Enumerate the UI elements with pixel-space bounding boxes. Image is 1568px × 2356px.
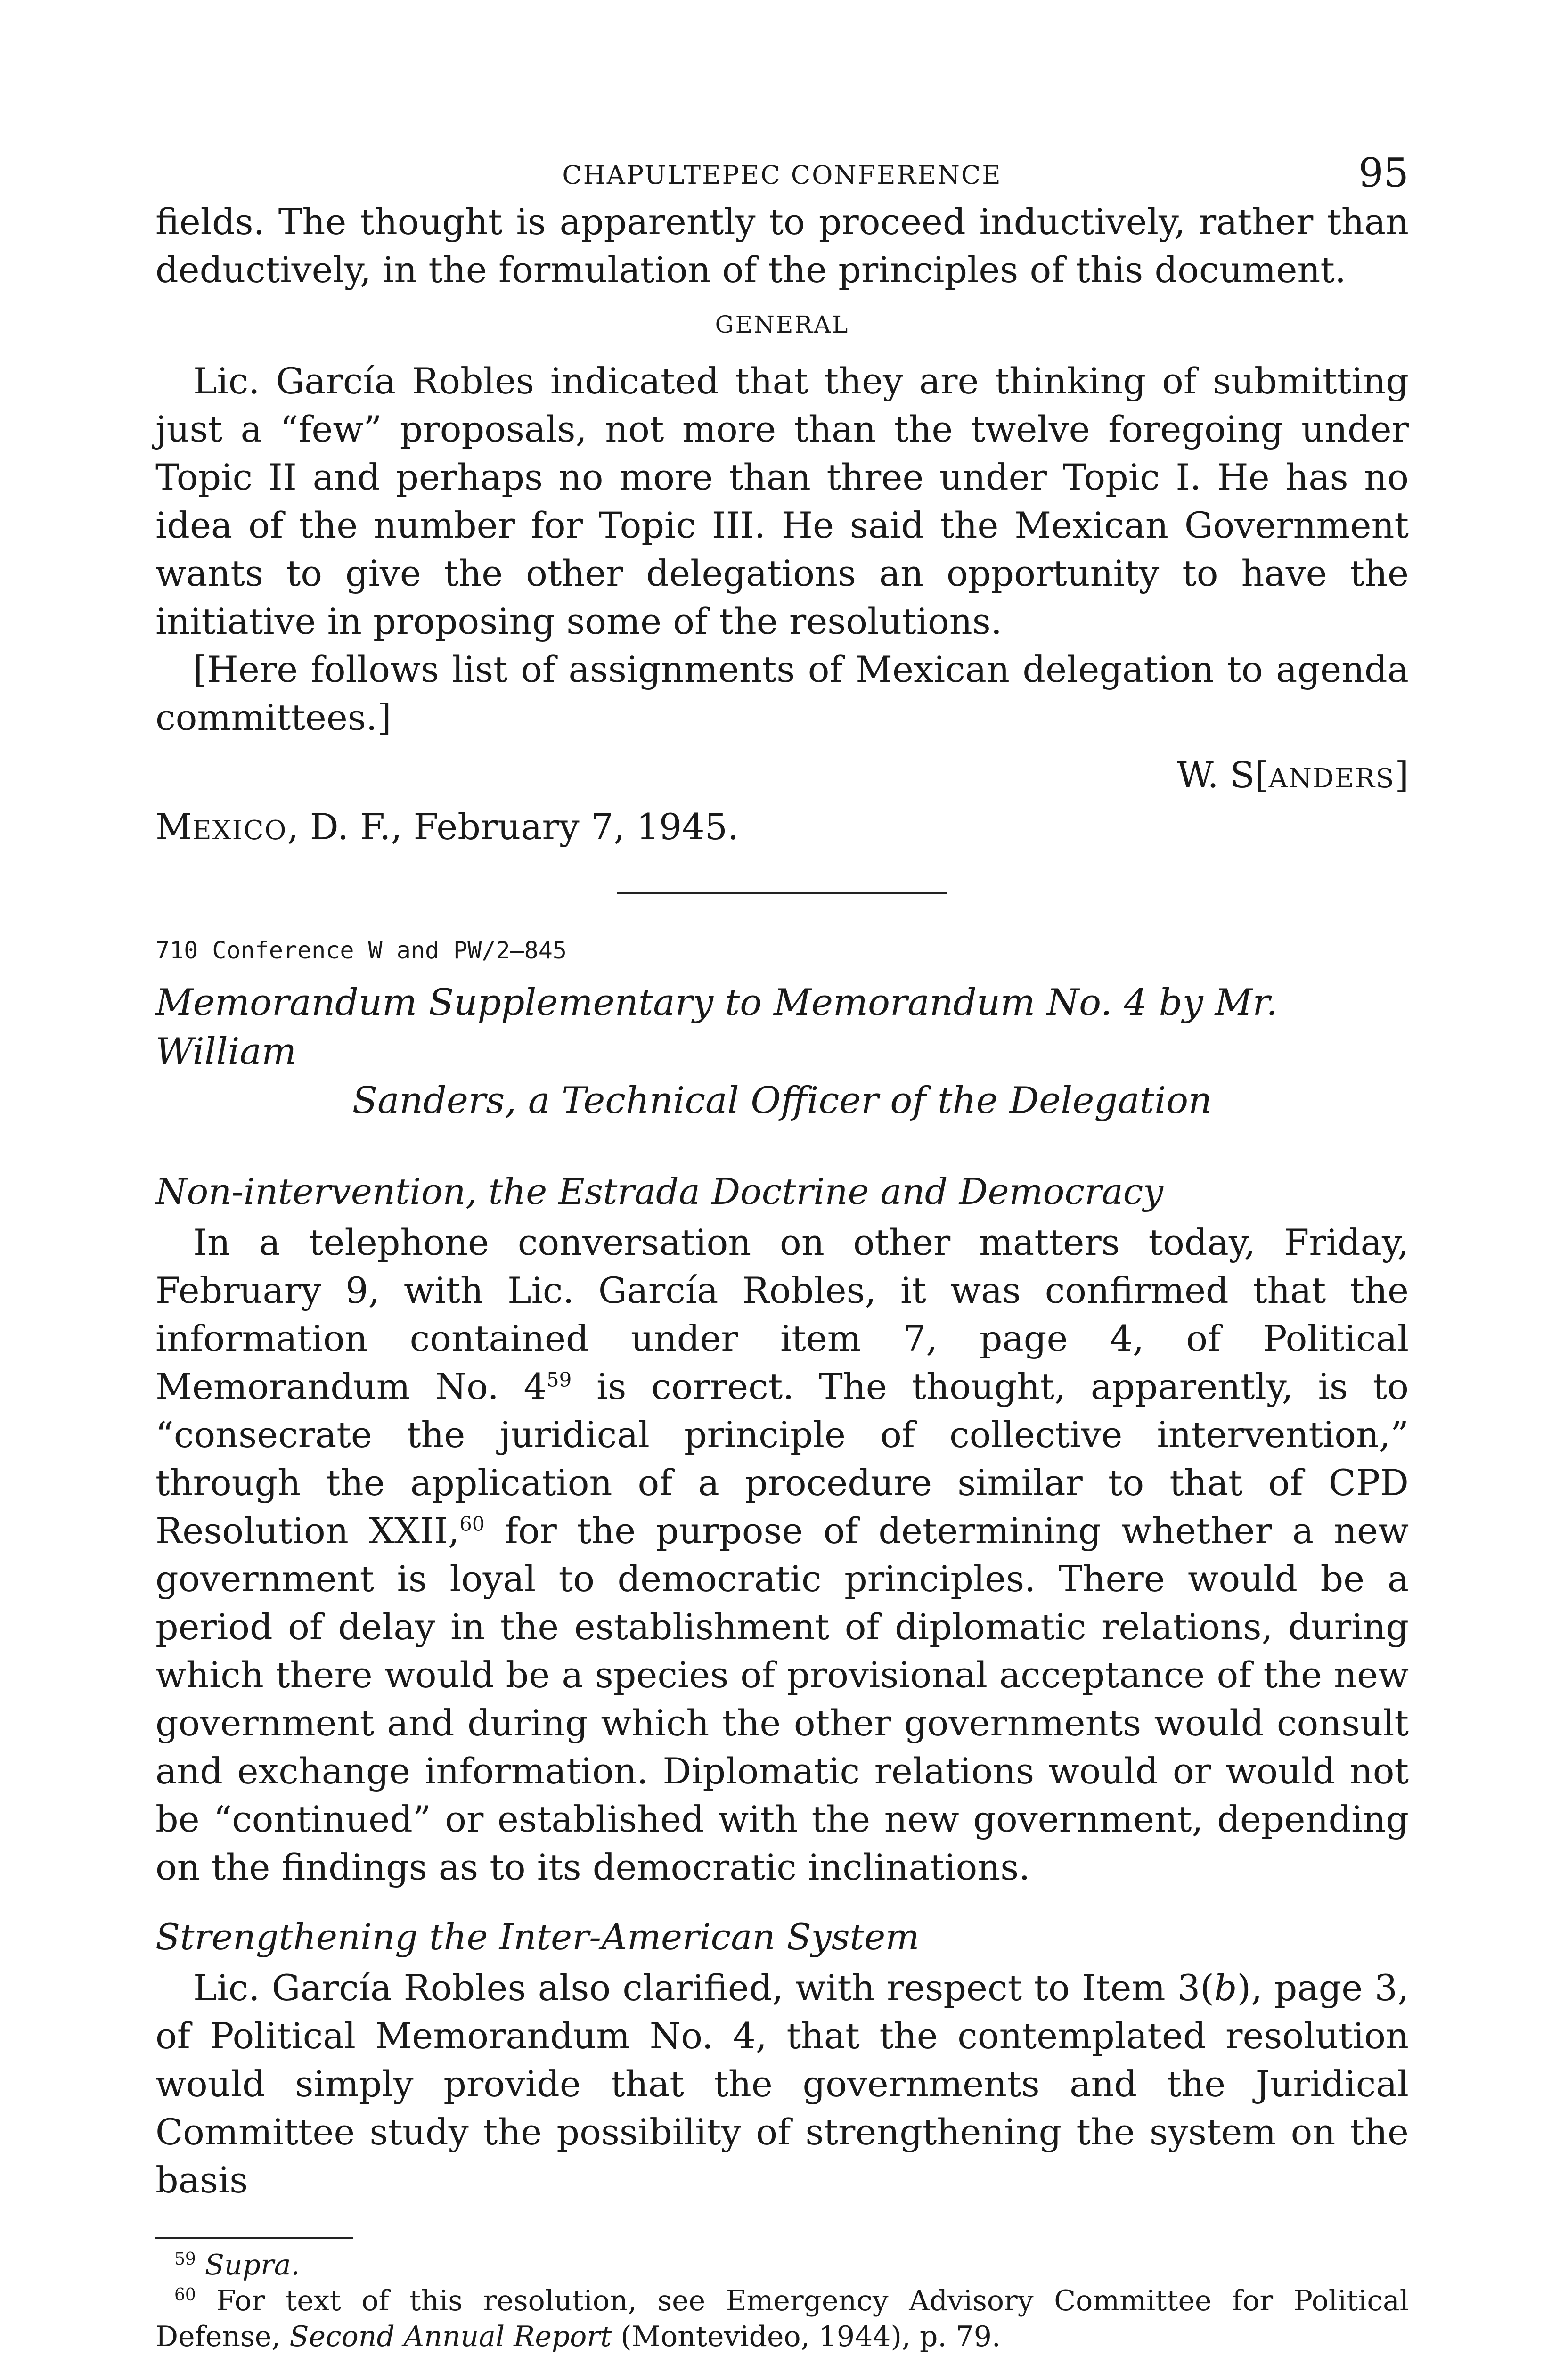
continuation-paragraph: fields. The thought is apparently to proceed inductively, rather than deductively, in the formulation of the principles of this document. <box>155 201 1409 291</box>
memo-title-line-1: Memorandum Supplementary to Memorandum No. 4 by Mr. William <box>155 982 1278 1073</box>
nonintervention-paragraph <box>155 1219 1409 1891</box>
section-divider <box>617 892 947 894</box>
signature-close: ] <box>1395 754 1409 796</box>
strengthening-text-b: b <box>1214 1967 1237 2009</box>
memo-title <box>155 978 1409 1125</box>
footnote-60-text-b: (Montevideo, 1944), p. 79. <box>612 2320 1001 2353</box>
general-paragraph-1: Lic. García Robles indicated that they are thinking of submitting just a “few” proposals, not more than the twelve foregoing under Topic II and perhaps no more than three under Topic I. He has no idea of the number for Topic III. He said the Mexican Government wants to give the other delegations an opportunity to have the initiative in proposing some of the resolutions. <box>155 360 1409 642</box>
footnote-60-mark: 60 <box>174 2285 196 2305</box>
signature-initial: W. S[ <box>1176 754 1269 796</box>
running-title: CHAPULTEPEC CONFERENCE <box>562 160 1002 190</box>
footnote-59-mark: 59 <box>174 2250 196 2269</box>
footnote-60-text-a: For text of this resolution, see Emergency Advisory Committee for Political Defense, <box>155 2284 1409 2353</box>
signature <box>155 751 1409 803</box>
footnote-59 <box>155 2247 1409 2283</box>
signature-name: ANDERS <box>1268 763 1395 794</box>
footnote-rule <box>155 2237 353 2239</box>
memo-title-line-2: Sanders, a Technical Officer of the Delegation <box>352 1080 1212 1122</box>
general-paragraph-2: [Here follows list of assignments of Mexican delegation to agenda committees.] <box>155 648 1409 738</box>
section-heading-general: GENERAL <box>715 311 849 338</box>
strengthening-text-a: Lic. García Robles also clarified, with respect to Item 3( <box>193 1967 1214 2009</box>
footnote-ref-60[interactable]: 60 <box>459 1512 485 1536</box>
footnotes <box>155 2237 1409 2355</box>
strengthening-paragraph <box>155 1964 1409 2204</box>
document-page <box>155 141 1409 2355</box>
place-smallcaps: EXICO <box>192 815 287 846</box>
page-number: 95 <box>1358 150 1409 196</box>
nonintervention-text-c: for the purpose of determining whether a new government is loyal to democratic principles. There would be a period of delay in the establishment of diplomatic relations, during which there would be a species of provisional acceptance of the new government and during which the other governments would consult and exchange information. Diplomatic relations would or would not be “continued” or established with the new government, depending on the findings as to its democratic inclinations. <box>155 1510 1409 1888</box>
running-header <box>155 141 1409 198</box>
subheading-nonintervention: Non-intervention, the Estrada Doctrine and Democracy <box>155 1170 1164 1212</box>
nonintervention-text-a: In a telephone conversation on other matters today, Friday, February 9, with Lic. García Robles, it was confirmed that the information contained under item 7, page 4, of Political Memorandum No. 4 <box>155 1221 1409 1407</box>
place-date-line <box>155 803 1409 855</box>
footnote-59-text: Supra. <box>204 2249 300 2282</box>
footnote-60-italic: Second Annual Report <box>289 2320 612 2353</box>
strengthening-text-c: ), page 3, of Political Memorandum No. 4, that the contemplated resolution would simply provide that the governments and the Juridical Committee study the possibility of strengthening the system on the basis <box>155 1967 1409 2201</box>
place-cap: M <box>155 806 192 848</box>
footnote-60 <box>155 2283 1409 2355</box>
footnote-ref-59[interactable]: 59 <box>546 1368 572 1391</box>
subheading-strengthening: Strengthening the Inter-American System <box>155 1916 920 1958</box>
place-date: , D. F., February 7, 1945. <box>287 806 739 848</box>
nonintervention-text-b: is correct. The thought, apparently, is to “consecrate the juridical principle of collective intervention,” through the application of a procedure similar to that of CPD Resolution XXII, <box>155 1366 1409 1552</box>
document-number: 710 Conference W and PW/2–845 <box>155 937 567 964</box>
